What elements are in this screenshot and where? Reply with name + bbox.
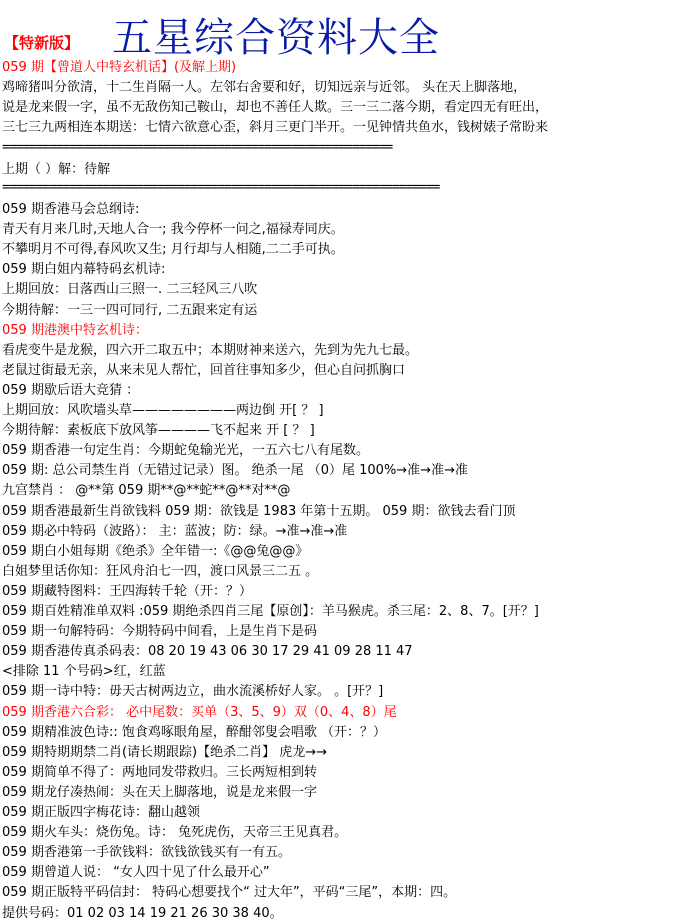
content-line: 059 期正版特平码信封： 特码心想要找个“ 过大年”，平码“三尾”，本期：四。: [2, 885, 457, 901]
edition-tag: 【特新版】: [4, 34, 80, 52]
last-period-answer: 上期（ ）解：待解: [2, 162, 111, 177]
content-line: 059 期特期期禁二肖(请长期跟踪)【绝杀二肖】 虎龙→→: [2, 744, 328, 760]
content-line: 059 期: 总公司禁生肖（无错过记录）图。 绝杀一尾 （0）尾 100%→准→准→准: [2, 463, 468, 479]
content-line: 今期待解：素板底下放风筝————飞不起来 开 [ ？ ]: [2, 423, 315, 439]
content-line: 059 期香港马会总纲诗:: [2, 202, 140, 217]
content-line: 059 期正版四字梅花诗：翻山越领: [2, 805, 200, 820]
content-line: 今期待解：一三一四可同行, 二五跟来定有运: [2, 302, 258, 318]
content-line: 059 期一诗中特：毋天古树两边立，曲水流溪桥好人家。 。[开？]: [2, 684, 384, 700]
content-line: 059 期火车头：烧伤兔。诗： 兔死虎伤，天帝三王见真君。: [2, 825, 348, 841]
intro-line-3: 三七三九两相连本期送：七情六欲意心歪，斜月三更门半开。一见钟情共鱼水，钱树婊子常盼来: [2, 120, 549, 135]
content-line: 059 期百姓精准单双料 :059 期绝杀四肖三尾【原创】：羊马猴虎。杀三尾：2、8、7。[开？]: [2, 604, 539, 619]
content-line: 059 期白姐内幕特码玄机诗:: [2, 262, 166, 278]
content-line: 青天有月来几时,天地人合一; 我今停杯一问之,福禄寿同庆。: [2, 222, 344, 238]
divider-1: ==========================================================: [2, 142, 393, 154]
content-line: 上期回放：日落西山三照一. 二三轻风三八吹: [2, 282, 258, 298]
content-line: 059 期歇后语大竞猜 ：: [2, 382, 140, 398]
content-line: 059 期香港第一手欲钱料：欲钱欲钱买有一有五。: [2, 845, 291, 861]
content-line: 059 期精准波色诗:: 饱食鸡啄眼角屋，醉酣邻叟会唱歌 （开：？）: [2, 724, 386, 740]
content-line: 059 期香港一句定生肖：今期蛇兔输光光，一五六七八有尾数。: [2, 443, 369, 459]
content-line: 提供号码：01 02 03 14 19 21 26 30 38 40。: [2, 905, 283, 921]
content-line: 不攀明月不可得,春风吹又生; 月行却与人相随,二二手可执。: [2, 242, 344, 258]
page-title: 五星综合资料大全: [112, 15, 440, 61]
content-line: 059 期龙仔凑热闹：头在天上脚落地，说是龙来假一字: [2, 784, 317, 800]
content-line: 059 期香港六合彩： 必中尾数：买单（3、5、9）双（0、4、8）尾: [2, 704, 397, 720]
content-line: 059 期藏特图料：王四海转千轮（开：？）: [2, 583, 252, 599]
intro-line-2: 说是龙来假一字，虽不无敌伤知己鞍山，却也不善任人欺。三一三二落今期，看定四无有旺出，: [2, 100, 549, 115]
content-line: 老鼠过街最无亲，从来未见人帮忙，回首往事知多少，但心自问抓胸口: [2, 362, 406, 378]
content-line: 059 期曾道人说： “女人四十见了什么最开心”: [2, 865, 270, 881]
content-line: 看虎变牛是龙猴，四六开二取五中；本期财神来送六，先到为先九七最。: [2, 342, 419, 358]
content-line: 059 期简单不得了：两地同发带救归。三长两短相到转: [2, 764, 317, 780]
header: [2, 4, 688, 61]
content-line: 上期回放：风吹墙头草————————两边倒 开[ ？ ]: [2, 403, 324, 418]
content-line: 059 期必中特码（波路）： 主：蓝波；防：绿。→准→准→准: [2, 523, 348, 539]
content-line: 059 期香港最新生肖欲钱料 059 期：欲钱是 1983 年第十五期。 059 期：欲钱去看门顶: [2, 503, 516, 519]
intro-heading: 059 期【曾道人中特玄机话】(及解上期): [2, 60, 237, 75]
content-line: 059 期一句解特码：今期特码中间看，上是生肖下是码: [2, 624, 317, 640]
content-line: 059 期香港传真杀码表：08 20 19 43 06 30 17 29 41 09 28 11 47: [2, 644, 413, 660]
content-line: 059 期港澳中特玄机诗：: [2, 322, 148, 338]
content-line: <排除 11 个号码>红，红蓝: [2, 664, 166, 680]
intro-line-1: 鸡啼猪叫分欲清，十二生肖隔一人。左邻右舍要和好，切知远亲与近邻。 头在天上脚落地，: [2, 80, 527, 95]
content-line: 白姐梦里话你知：狂风舟泊七一四，渡口风景三二五 。: [2, 563, 319, 579]
content-line: 九宫禁肖 ： @**第 059 期**@**蛇**@**对**@: [2, 483, 291, 499]
divider-2: =================================================================: [2, 182, 440, 194]
content-line: 059 期白小姐每期《绝杀》全年错一:《@@兔@@》: [2, 543, 309, 559]
